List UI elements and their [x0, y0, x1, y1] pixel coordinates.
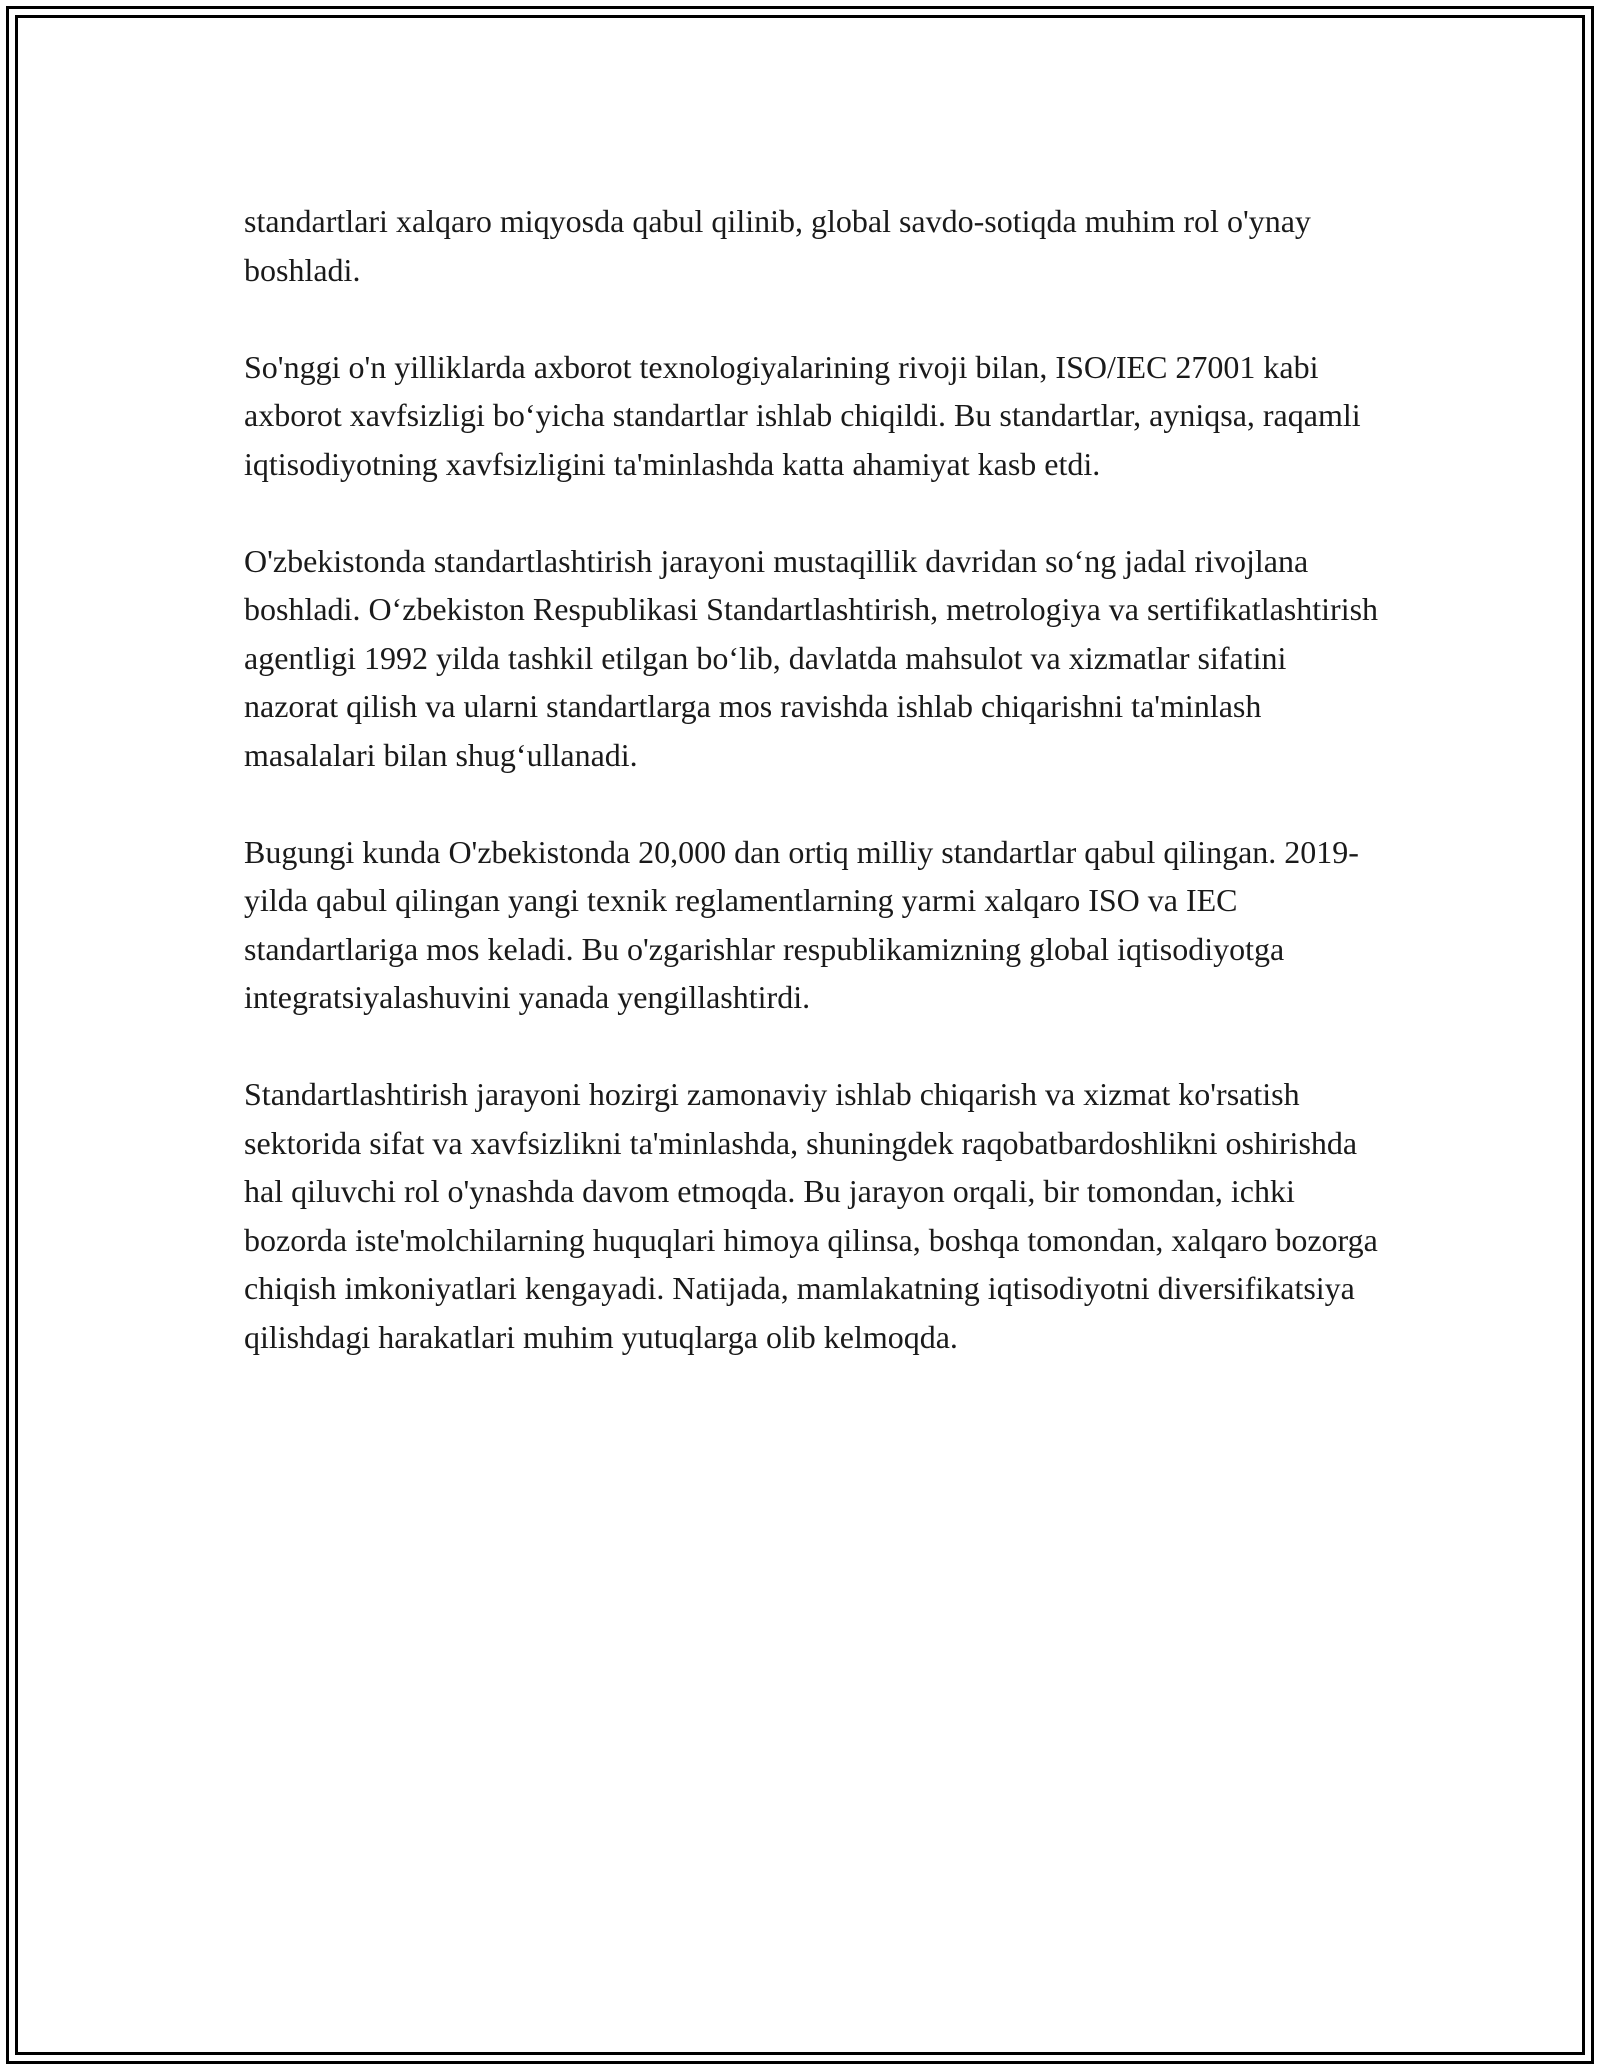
paragraph-2: So'nggi o'n yilliklarda axborot texnologiyalarining rivoji bilan, ISO/IEC 27001 kabi axborot xavfsizligi bo‘yicha standartlar ishlab chiqildi. Bu standartlar, ayniqsa, raqamli iqtisodiyotning xavfsizligini ta'minlashda katta ahamiyat kasb etdi.	[244, 348, 1361, 482]
paragraph-3: O'zbekistonda standartlashtirish jarayoni mustaqillik davridan so‘ng jadal rivojlana boshladi. O‘zbekiston Respublikasi Standartlashtirish, metrologiya va sertifikatlashtirish agentligi 1992 yilda tashkil etilgan bo‘lib, davlatda mahsulot va xizmatlar sifatini nazorat qilish va ularni standartlarga mos ravishda ishlab chiqarishni ta'minlash masalalari bilan shug‘ullanadi.	[244, 542, 1379, 773]
document-body	[244, 197, 1384, 1361]
paragraph-4: Bugungi kunda O'zbekistonda 20,000 dan ortiq milliy standartlar qabul qilingan. 2019-yilda qabul qilingan yangi texnik reglamentlarning yarmi xalqaro ISO va IEC standartlariga mos keladi. Bu o'zgarishlar respublikamizning global iqtisodiyotga integratsiyalashuvini yanada yengillashtirdi.	[244, 833, 1359, 1015]
paragraph-1: standartlari xalqaro miqyosda qabul qilinib, global savdo-sotiqda muhim rol o'ynay boshladi.	[244, 203, 1311, 288]
paragraph-5: Standartlashtirish jarayoni hozirgi zamonaviy ishlab chiqarish va xizmat ko'rsatish sektorida sifat va xavfsizlikni ta'minlashda, shuningdek raqobatbardoshlikni oshirishda hal qiluvchi rol o'ynashda davom etmoqda. Bu jarayon orqali, bir tomondan, ichki bozorda iste'molchilarning huquqlari himoya qilinsa, boshqa tomondan, xalqaro bozorga chiqish imkoniyatlari kengayadi. Natijada, mamlakatning iqtisodiyotni diversifikatsiya qilishdagi harakatlari muhim yutuqlarga olib kelmoqda.	[244, 1076, 1378, 1355]
page-frame	[6, 6, 1594, 2064]
